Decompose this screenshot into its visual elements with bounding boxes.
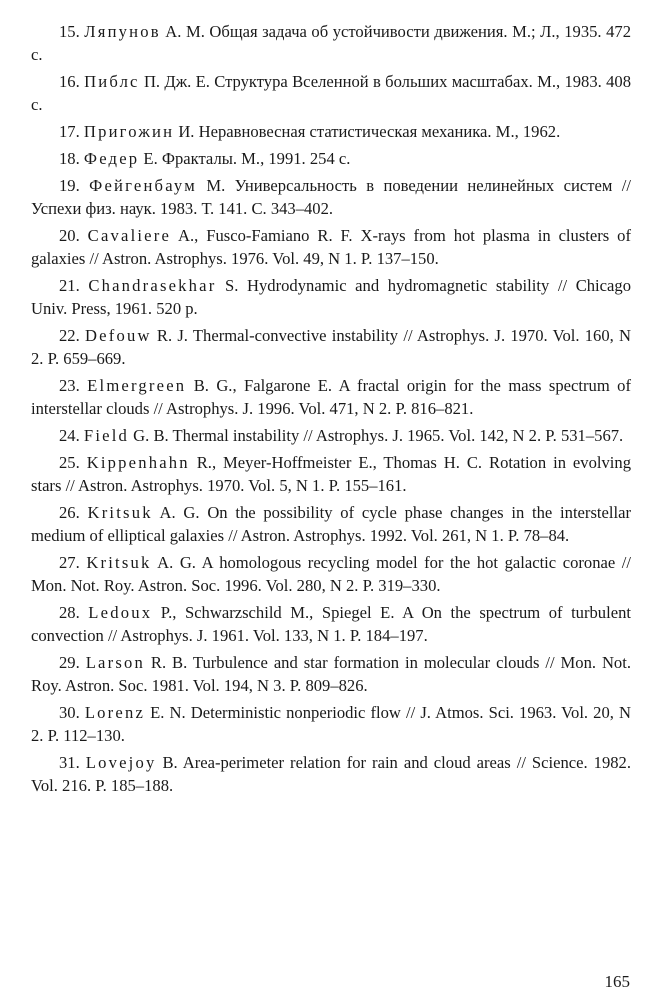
reference-author: Пиблс (84, 72, 140, 91)
reference-text: R., Meyer-Hoffmeister E., Thomas H. C. Rotation in evolving stars // Astron. Astrophys. 1970. Vol. 5, N 1. P. 155–161. (31, 453, 631, 495)
reference-author: Ledoux (88, 603, 153, 622)
reference-author: Chandrasekhar (88, 276, 217, 295)
reference-item-15 (31, 20, 631, 66)
reference-number: 16. (59, 72, 80, 91)
reference-text: E. N. Deterministic nonperiodic flow // J. Atmos. Sci. 1963. Vol. 20, N 2. P. 112–130. (31, 703, 631, 745)
reference-number: 24. (59, 426, 80, 445)
reference-number: 27. (59, 553, 80, 572)
reference-text: R. J. Thermal-convective instability // Astrophys. J. 1970. Vol. 160, N 2. P. 659–669. (31, 326, 632, 368)
reference-item-26 (31, 501, 631, 547)
reference-author: Defouw (85, 326, 152, 345)
reference-number: 30. (59, 703, 80, 722)
reference-author: Фейгенбаум (89, 176, 197, 195)
reference-text: П. Дж. Е. Структура Вселенной в больших масштабах. М., 1983. 408 с. (31, 72, 631, 114)
reference-item-28 (31, 601, 631, 647)
reference-number: 20. (59, 226, 80, 245)
reference-text: S. Hydrodynamic and hydromagnetic stability // Chicago Univ. Press, 1961. 520 p. (31, 276, 631, 318)
reference-item-22 (31, 324, 631, 370)
reference-text: R. B. Turbulence and star formation in molecular clouds // Mon. Not. Roy. Astron. Soc. 1981. Vol. 194, N 3. P. 809–826. (31, 653, 631, 695)
reference-item-17 (31, 120, 631, 143)
reference-item-27 (31, 551, 631, 597)
reference-author: Field (83, 426, 130, 445)
reference-item-20 (31, 224, 631, 270)
reference-item-18 (31, 147, 631, 170)
reference-text: И. Неравновесная статистическая механика. М., 1962. (174, 122, 561, 141)
reference-text: A., Fusco-Famiano R. F. X-rays from hot plasma in clusters of galaxies // Astron. Astrophys. 1976. Vol. 49, N 1. P. 137–150. (31, 226, 631, 268)
reference-text: М. Универсальность в поведении нелинейных систем // Успехи физ. наук. 1983. Т. 141. С. 343–402. (31, 176, 631, 218)
reference-item-29 (31, 651, 631, 697)
page-number: 165 (604, 972, 630, 991)
reference-author: Пригожин (83, 122, 175, 141)
reference-author: Kritsuk (87, 503, 153, 522)
reference-author: Kritsuk (86, 553, 152, 572)
reference-author: Ляпунов (84, 22, 161, 41)
reference-number: 23. (59, 376, 80, 395)
reference-item-24 (31, 424, 631, 447)
reference-text: G. B. Thermal instability // Astrophys. J. 1965. Vol. 142, N 2. P. 531–567. (129, 426, 624, 445)
reference-number: 31. (59, 753, 80, 772)
reference-text: A. G. A homologous recycling model for the hot galactic coronae // Mon. Not. Roy. Astron. Soc. 1996. Vol. 280, N 2. P. 319–330. (31, 553, 631, 595)
reference-item-16 (31, 70, 631, 116)
reference-number: 18. (59, 149, 80, 168)
reference-author: Lorenz (84, 703, 146, 722)
reference-item-19 (31, 174, 631, 220)
reference-author: Cavaliere (87, 226, 172, 245)
reference-number: 22. (59, 326, 80, 345)
reference-number: 28. (59, 603, 80, 622)
reference-item-30 (31, 701, 631, 747)
reference-number: 29. (59, 653, 80, 672)
reference-number: 19. (59, 176, 80, 195)
reference-number: 15. (59, 22, 80, 41)
reference-item-31 (31, 751, 631, 797)
reference-text: B. Area-perimeter relation for rain and cloud areas // Science. 1982. Vol. 216. P. 185–188. (31, 753, 631, 795)
reference-text: A. G. On the possibility of cycle phase changes in the interstellar medium of elliptical galaxies // Astron. Astrophys. 1992. Vol. 261, N 1. P. 78–84. (31, 503, 631, 545)
reference-number: 26. (59, 503, 80, 522)
reference-author: Kippenhahn (86, 453, 190, 472)
reference-item-23 (31, 374, 631, 420)
reference-number: 21. (59, 276, 80, 295)
reference-author: Lovejoy (85, 753, 157, 772)
reference-text: А. М. Общая задача об устойчивости движения. М.; Л., 1935. 472 с. (31, 22, 631, 64)
reference-author: Larson (85, 653, 145, 672)
reference-item-21 (31, 274, 631, 320)
reference-text: P., Schwarzschild M., Spiegel E. A On the spectrum of turbulent convection // Astrophys. J. 1961. Vol. 133, N 1. P. 184–197. (31, 603, 631, 645)
reference-number: 17. (59, 122, 80, 141)
reference-list (31, 20, 631, 801)
reference-author: Elmergreen (87, 376, 187, 395)
reference-text: Е. Фракталы. М., 1991. 254 с. (139, 149, 351, 168)
reference-number: 25. (59, 453, 80, 472)
reference-text: B. G., Falgarone E. A fractal origin for the mass spectrum of interstellar clouds // Astrophys. J. 1996. Vol. 471, N 2. P. 816–821. (31, 376, 631, 418)
reference-author: Федер (83, 149, 140, 168)
reference-item-25 (31, 451, 631, 497)
